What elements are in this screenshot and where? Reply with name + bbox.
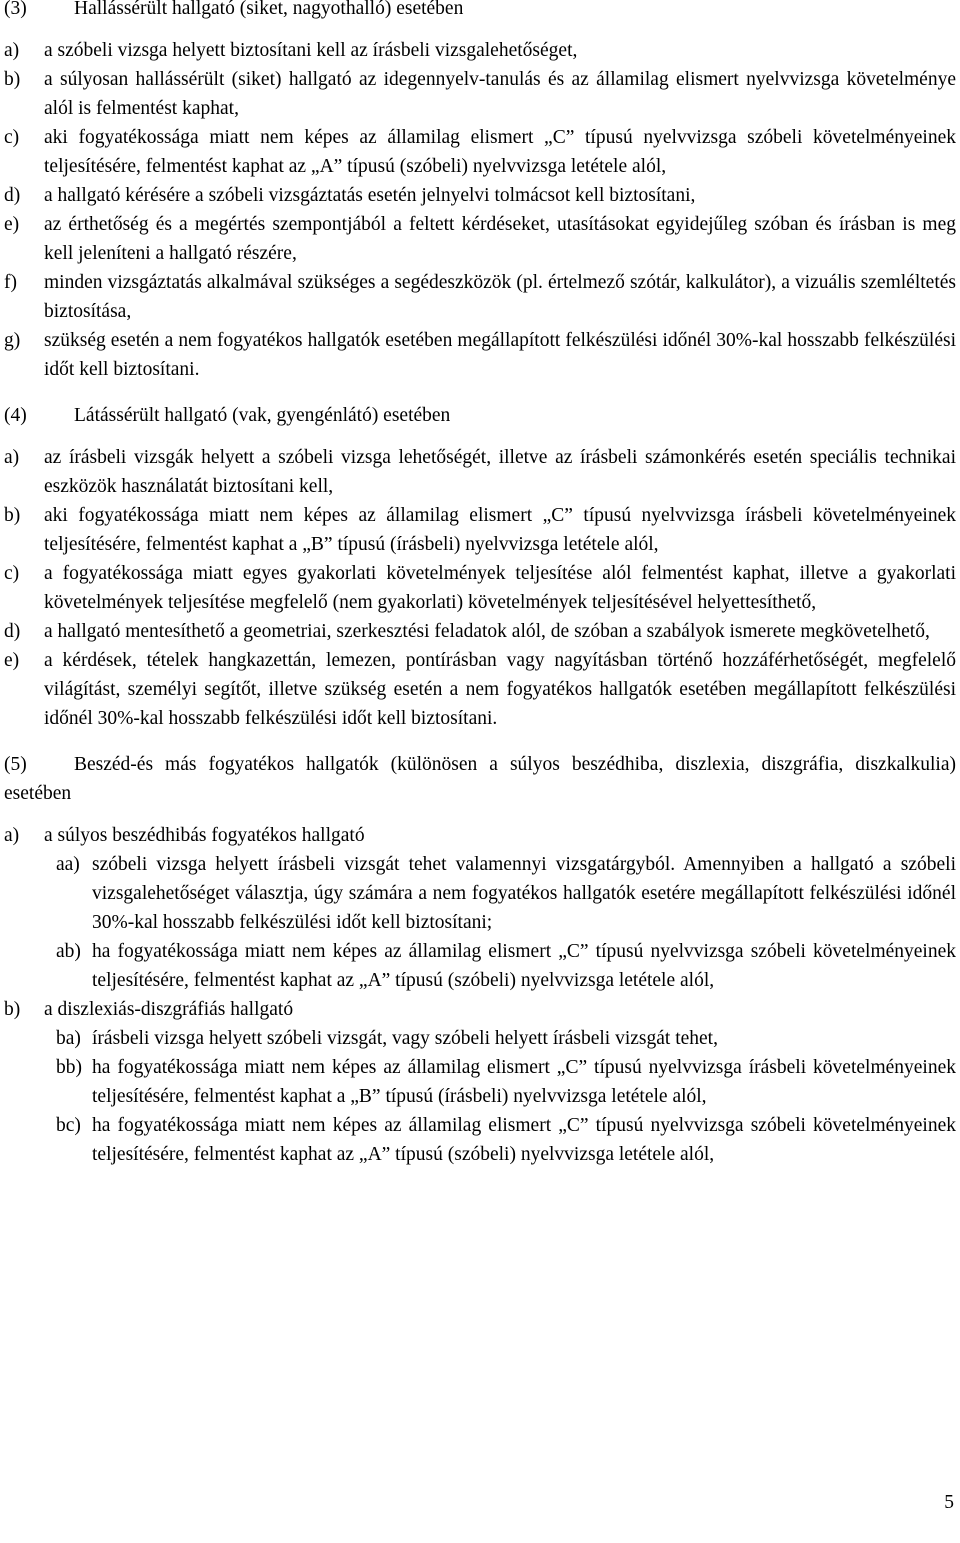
section-5-list xyxy=(4,821,956,1169)
item-label: c) xyxy=(4,563,20,584)
list-item xyxy=(4,123,956,181)
item-text: a súlyosan hallássérült (siket) hallgató az idegennyelv-tanulás és az államilag elismert nyelvvizsga követelménye alól is felmentést kaphat, xyxy=(44,69,956,119)
subitem-label: aa) xyxy=(56,854,80,875)
item-text: a szóbeli vizsga helyett biztosítani kell az írásbeli vizsgalehetőséget, xyxy=(44,40,578,61)
list-subitem xyxy=(4,937,956,995)
subitem-text: szóbeli vizsga helyett írásbeli vizsgát tehet valamennyi vizsgatárgyból. Amennyiben a hallgató a szóbeli vizsgalehetőséget választja, úgy számára a nem fogyatékos hallgatók esetére megállapított felkészülési időnél 30%-kal hosszabb felkészülési időt kell biztosítani; xyxy=(92,854,956,933)
list-subitem xyxy=(4,1053,956,1111)
item-text: a hallgató mentesíthető a geometriai, szerkesztési feladatok alól, de szóban a szabályok ismerete megkövetelhető, xyxy=(44,621,930,642)
list-item xyxy=(4,181,956,210)
item-label: b) xyxy=(4,505,21,526)
item-label: a) xyxy=(4,447,20,468)
item-text: a diszlexiás-diszgráfiás hallgató xyxy=(44,999,294,1020)
item-label: a) xyxy=(4,825,20,846)
subitem-label: bc) xyxy=(56,1115,81,1136)
subitem-text: ha fogyatékossága miatt nem képes az államilag elismert „C” típusú nyelvvizsga szóbeli követelményeinek teljesítésére, felmentést kaphat az „A” típusú (szóbeli) nyelvvizsga letétele alól, xyxy=(92,1115,956,1165)
list-item xyxy=(4,646,956,733)
list-item xyxy=(4,821,956,850)
item-label: c) xyxy=(4,127,20,148)
list-item xyxy=(4,210,956,268)
item-label: g) xyxy=(4,330,21,351)
item-label: b) xyxy=(4,999,21,1020)
list-subitem xyxy=(4,1111,956,1169)
item-text: aki fogyatékossága miatt nem képes az államilag elismert „C” típusú nyelvvizsga írásbeli követelményeinek teljesítésére, felmentést kaphat a „B” típusú (írásbeli) nyelvvizsga letétele alól, xyxy=(44,505,956,555)
item-label: d) xyxy=(4,621,21,642)
item-text: minden vizsgáztatás alkalmával szükséges a segédeszközök (pl. értelmező szótár, kalkulátor), a vizuális szemléltetés biztosítása, xyxy=(44,272,956,322)
item-text: az írásbeli vizsgák helyett a szóbeli vizsga lehetőségét, illetve az írásbeli számonkérés esetén speciális technikai eszközök használatát biztosítani kell, xyxy=(44,447,956,497)
item-label: e) xyxy=(4,214,20,235)
item-label: d) xyxy=(4,185,21,206)
section-title: Látássérült hallgató (vak, gyengénlátó) esetében xyxy=(74,405,451,426)
subitem-label: bb) xyxy=(56,1057,82,1078)
item-label: f) xyxy=(4,272,17,293)
item-text: a kérdések, tételek hangkazettán, lemezen, pontírásban vagy nagyításban történő hozzáférhetőségét, megfelelő világítást, személyi segítőt, illetve szükség esetén a nem fogyatékos hallgatók esetében megállapított felkészülési időnél 30%-kal hosszabb felkészülési időt kell biztosítani. xyxy=(44,650,956,729)
item-label: b) xyxy=(4,69,21,90)
subitem-text: írásbeli vizsga helyett szóbeli vizsgát, vagy szóbeli helyett írásbeli vizsgát tehet, xyxy=(92,1028,718,1049)
section-4-list xyxy=(4,443,956,733)
document-page xyxy=(4,0,956,1169)
subitem-label: ba) xyxy=(56,1028,81,1049)
list-item xyxy=(4,501,956,559)
list-item xyxy=(4,65,956,123)
item-text: a súlyos beszédhibás fogyatékos hallgató xyxy=(44,825,365,846)
item-text: a hallgató kérésére a szóbeli vizsgáztatás esetén jelnyelvi tolmácsot kell biztosítani, xyxy=(44,185,696,206)
section-title: Hallássérült hallgató (siket, nagyothalló) esetében xyxy=(74,0,464,19)
section-5-heading xyxy=(4,750,956,808)
item-text: a fogyatékossága miatt egyes gyakorlati követelmények teljesítése alól felmentést kaphat, illetve a gyakorlati követelmények teljesítése megfelelő (nem gyakorlati) követelmények teljesítésével helyettesíthető, xyxy=(44,563,956,613)
page-number: 5 xyxy=(944,1492,954,1513)
subitem-text: ha fogyatékossága miatt nem képes az államilag elismert „C” típusú nyelvvizsga szóbeli követelményeinek teljesítésére, felmentést kaphat az „A” típusú (szóbeli) nyelvvizsga letétele alól, xyxy=(92,941,956,991)
item-label: e) xyxy=(4,650,20,671)
list-item xyxy=(4,268,956,326)
section-3-heading xyxy=(4,0,956,23)
item-text: az érthetőség és a megértés szempontjából a feltett kérdéseket, utasításokat egyidejűleg szóban és írásban is meg kell jeleníteni a hallgató részére, xyxy=(44,214,956,264)
section-title: Beszéd-és más fogyatékos hallgatók (különösen a súlyos beszédhiba, diszlexia, diszgráfia, diszkalkulia) esetében xyxy=(4,754,956,804)
list-item xyxy=(4,995,956,1024)
list-item xyxy=(4,443,956,501)
list-item xyxy=(4,617,956,646)
list-subitem xyxy=(4,850,956,937)
section-4-heading xyxy=(4,401,956,430)
section-3-list xyxy=(4,36,956,384)
item-label: a) xyxy=(4,40,20,61)
item-text: aki fogyatékossága miatt nem képes az államilag elismert „C” típusú nyelvvizsga szóbeli követelményeinek teljesítésére, felmentést kaphat az „A” típusú (szóbeli) nyelvvizsga letétele alól, xyxy=(44,127,956,177)
list-subitem xyxy=(4,1024,956,1053)
list-item xyxy=(4,36,956,65)
section-number: (3) xyxy=(4,0,27,19)
subitem-label: ab) xyxy=(56,941,81,962)
list-item xyxy=(4,326,956,384)
item-text: szükség esetén a nem fogyatékos hallgatók esetében megállapított felkészülési időnél 30%-kal hosszabb felkészülési időt kell biztosítani. xyxy=(44,330,956,380)
list-item xyxy=(4,559,956,617)
section-number: (4) xyxy=(4,405,27,426)
section-number: (5) xyxy=(4,754,27,775)
subitem-text: ha fogyatékossága miatt nem képes az államilag elismert „C” típusú nyelvvizsga írásbeli követelményeinek teljesítésére, felmentést kaphat a „B” típusú (írásbeli) nyelvvizsga letétele alól, xyxy=(92,1057,956,1107)
